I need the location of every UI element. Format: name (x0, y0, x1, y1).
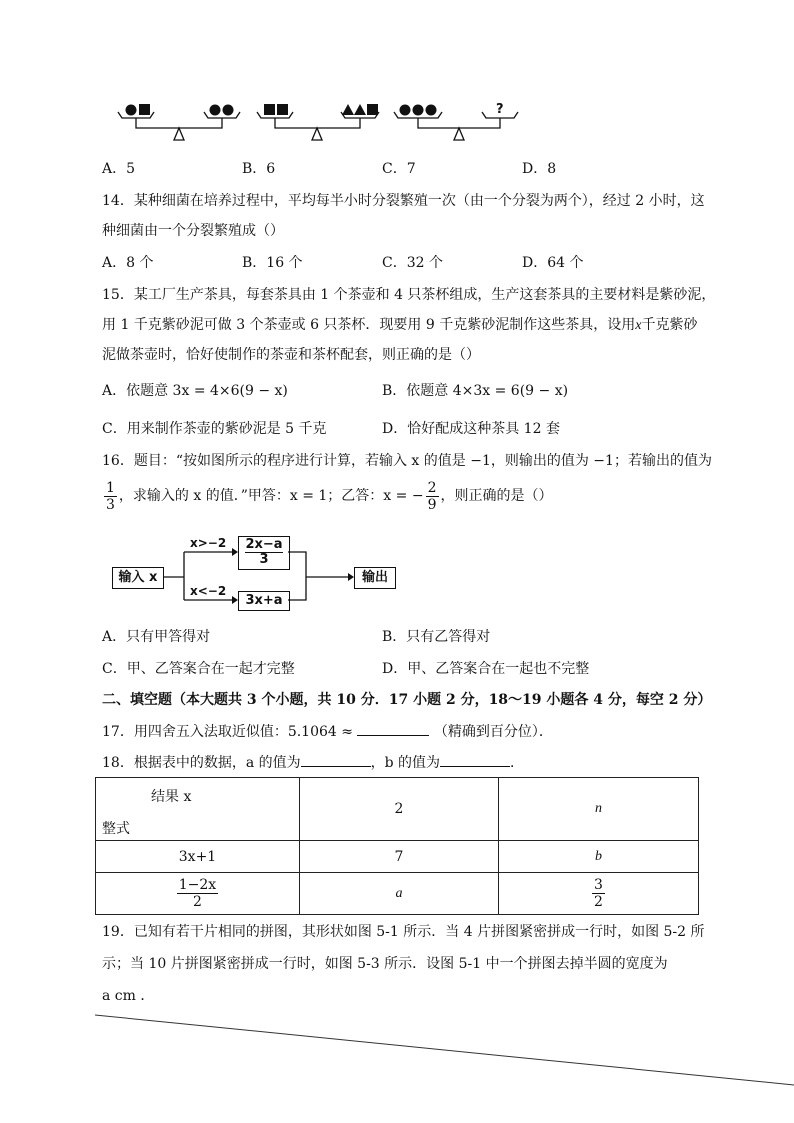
q15-option-c: C．用来制作茶壶的紫砂泥是 5 千克 (102, 421, 327, 437)
balance-scales-figure (112, 100, 532, 150)
circle-shape (413, 105, 424, 116)
square-shape (139, 104, 150, 115)
page-edge-line (0, 1005, 794, 1095)
square-shape (264, 104, 275, 115)
q15-option-d: D．恰好配成这种茶具 12 套 (382, 421, 560, 437)
q14-option-a: A．8 个 (102, 255, 154, 271)
fraction-one-third: $\frac{1}{3}$ (106, 479, 115, 513)
table-row1-c2: b (499, 841, 699, 873)
q16-option-b: B．只有乙答得对 (382, 629, 491, 645)
table-row2-label: $\frac{1-2x}{2}$ (96, 873, 300, 915)
q15-text-line2: 用 1 千克紫砂泥可做 3 个茶壶或 6 只茶杯．现要用 9 千克紫砂泥制作这些茶具，设用x千克紫砂 (102, 317, 698, 333)
program-flowchart (112, 530, 402, 620)
q14-text-line2: 种细菌由一个分裂繁殖成（） (102, 223, 284, 239)
circle-shape (400, 105, 411, 116)
flowchart-top-expression-box: 2x−a 3 (238, 536, 290, 570)
q15-option-b: B．依题意 4×3x = 6(9 − x) (382, 383, 569, 399)
flowchart-bottom-expression-box: 3x+a (238, 591, 290, 611)
table-row1-label: 3x+1 (96, 841, 300, 873)
fraction-two-ninths: $\frac{2}{9}$ (427, 479, 437, 513)
circle-shape (126, 105, 137, 116)
q18-answer-blank-a[interactable] (301, 752, 371, 767)
table-row1-c1: 7 (300, 841, 499, 873)
flowchart-condition-bottom: x<−2 (190, 584, 227, 598)
q15-text-line3: 泥做茶壶时，恰好使制作的茶壶和茶杯配套，则正确的是（） (102, 347, 480, 363)
q13-option-c: C．7 (382, 161, 416, 177)
flowchart-output-box: 输出 (354, 567, 396, 589)
q16-text-line1: 16．题目：“按如图所示的程序进行计算，若输入 x 的值是 −1，则输出的值为 −1；若输出的值为 (102, 453, 712, 469)
section-heading-fill-in: 二、填空题（本大题共 3 个小题，共 10 分．17 小题 2 分，18～19 小题各 4 分，每空 2 分） (102, 692, 712, 708)
q14-option-c: C．32 个 (382, 255, 443, 271)
q18-answer-blank-b[interactable] (440, 752, 510, 767)
balance-scale-2 (257, 112, 379, 140)
circle-shape (223, 105, 234, 116)
unknown-mark: ? (496, 102, 504, 117)
q14-option-d: D．64 个 (522, 255, 584, 271)
triangle-shape (354, 104, 366, 115)
balance-scale-1 (118, 112, 240, 140)
triangle-shape (342, 104, 354, 115)
square-shape (367, 104, 378, 115)
q18-data-table (95, 777, 699, 915)
q13-option-b: B．6 (242, 161, 276, 177)
circle-shape (426, 105, 437, 116)
q16-option-c: C．甲、乙答案合在一起才完整 (102, 661, 295, 677)
q17-text: 17．用四舍五入法取近似值：5.1064 ≈ （精确到百分位）． (102, 721, 553, 742)
q16-option-a: A．只有甲答得对 (102, 629, 211, 645)
table-row2-c2: $\frac{3}{2}$ (499, 873, 699, 915)
q18-text: 18．根据表中的数据，a 的值为 ，b 的值为 ． (102, 752, 524, 773)
q16-option-d: D．甲、乙答案合在一起也不完整 (382, 661, 590, 677)
q17-answer-blank[interactable] (357, 721, 429, 736)
flowchart-condition-top: x>−2 (190, 536, 227, 550)
square-shape (277, 104, 288, 115)
q13-option-a: A．5 (102, 161, 136, 177)
table-header-cell: 结果 x 整式 (96, 778, 300, 841)
table-col-header-2: n (499, 778, 699, 841)
q13-option-d: D．8 (522, 161, 557, 177)
q19-text-line3: a cm ． (102, 988, 155, 1004)
q19-text-line2: 示；当 10 片拼图紧密拼成一行时，如图 5-3 所示．设图 5-1 中一个拼图去掉半圆的宽度为 (102, 956, 668, 972)
q19-text-line1: 19．已知有若干片相同的拼图，其形状如图 5-1 所示．当 4 片拼图紧密拼成一行时，如图 5-2 所 (102, 924, 705, 940)
q14-option-b: B．16 个 (242, 255, 303, 271)
circle-shape (210, 105, 221, 116)
table-row2-c1: a (300, 873, 499, 915)
flowchart-input-box: 输入 x (112, 567, 164, 589)
q15-option-a: A．依题意 3x = 4×6(9 − x) (102, 383, 288, 399)
q16-text-line2: $\frac{1}{3}$ ，求输入的 x 的值．”甲答：x = 1；乙答：x = − $\frac{2}{9}$ ，则正确的是（） (106, 479, 553, 513)
q14-text-line1: 14．某种细菌在培养过程中，平均每半小时分裂繁殖一次（由一个分裂为两个），经过 2 小时，这 (102, 193, 705, 209)
q15-text-line1: 15．某工厂生产茶具，每套茶具由 1 个茶壶和 4 只茶杯组成，生产这套茶具的主要材料是紫砂泥， (102, 287, 716, 303)
table-col-header-1: 2 (300, 778, 499, 841)
